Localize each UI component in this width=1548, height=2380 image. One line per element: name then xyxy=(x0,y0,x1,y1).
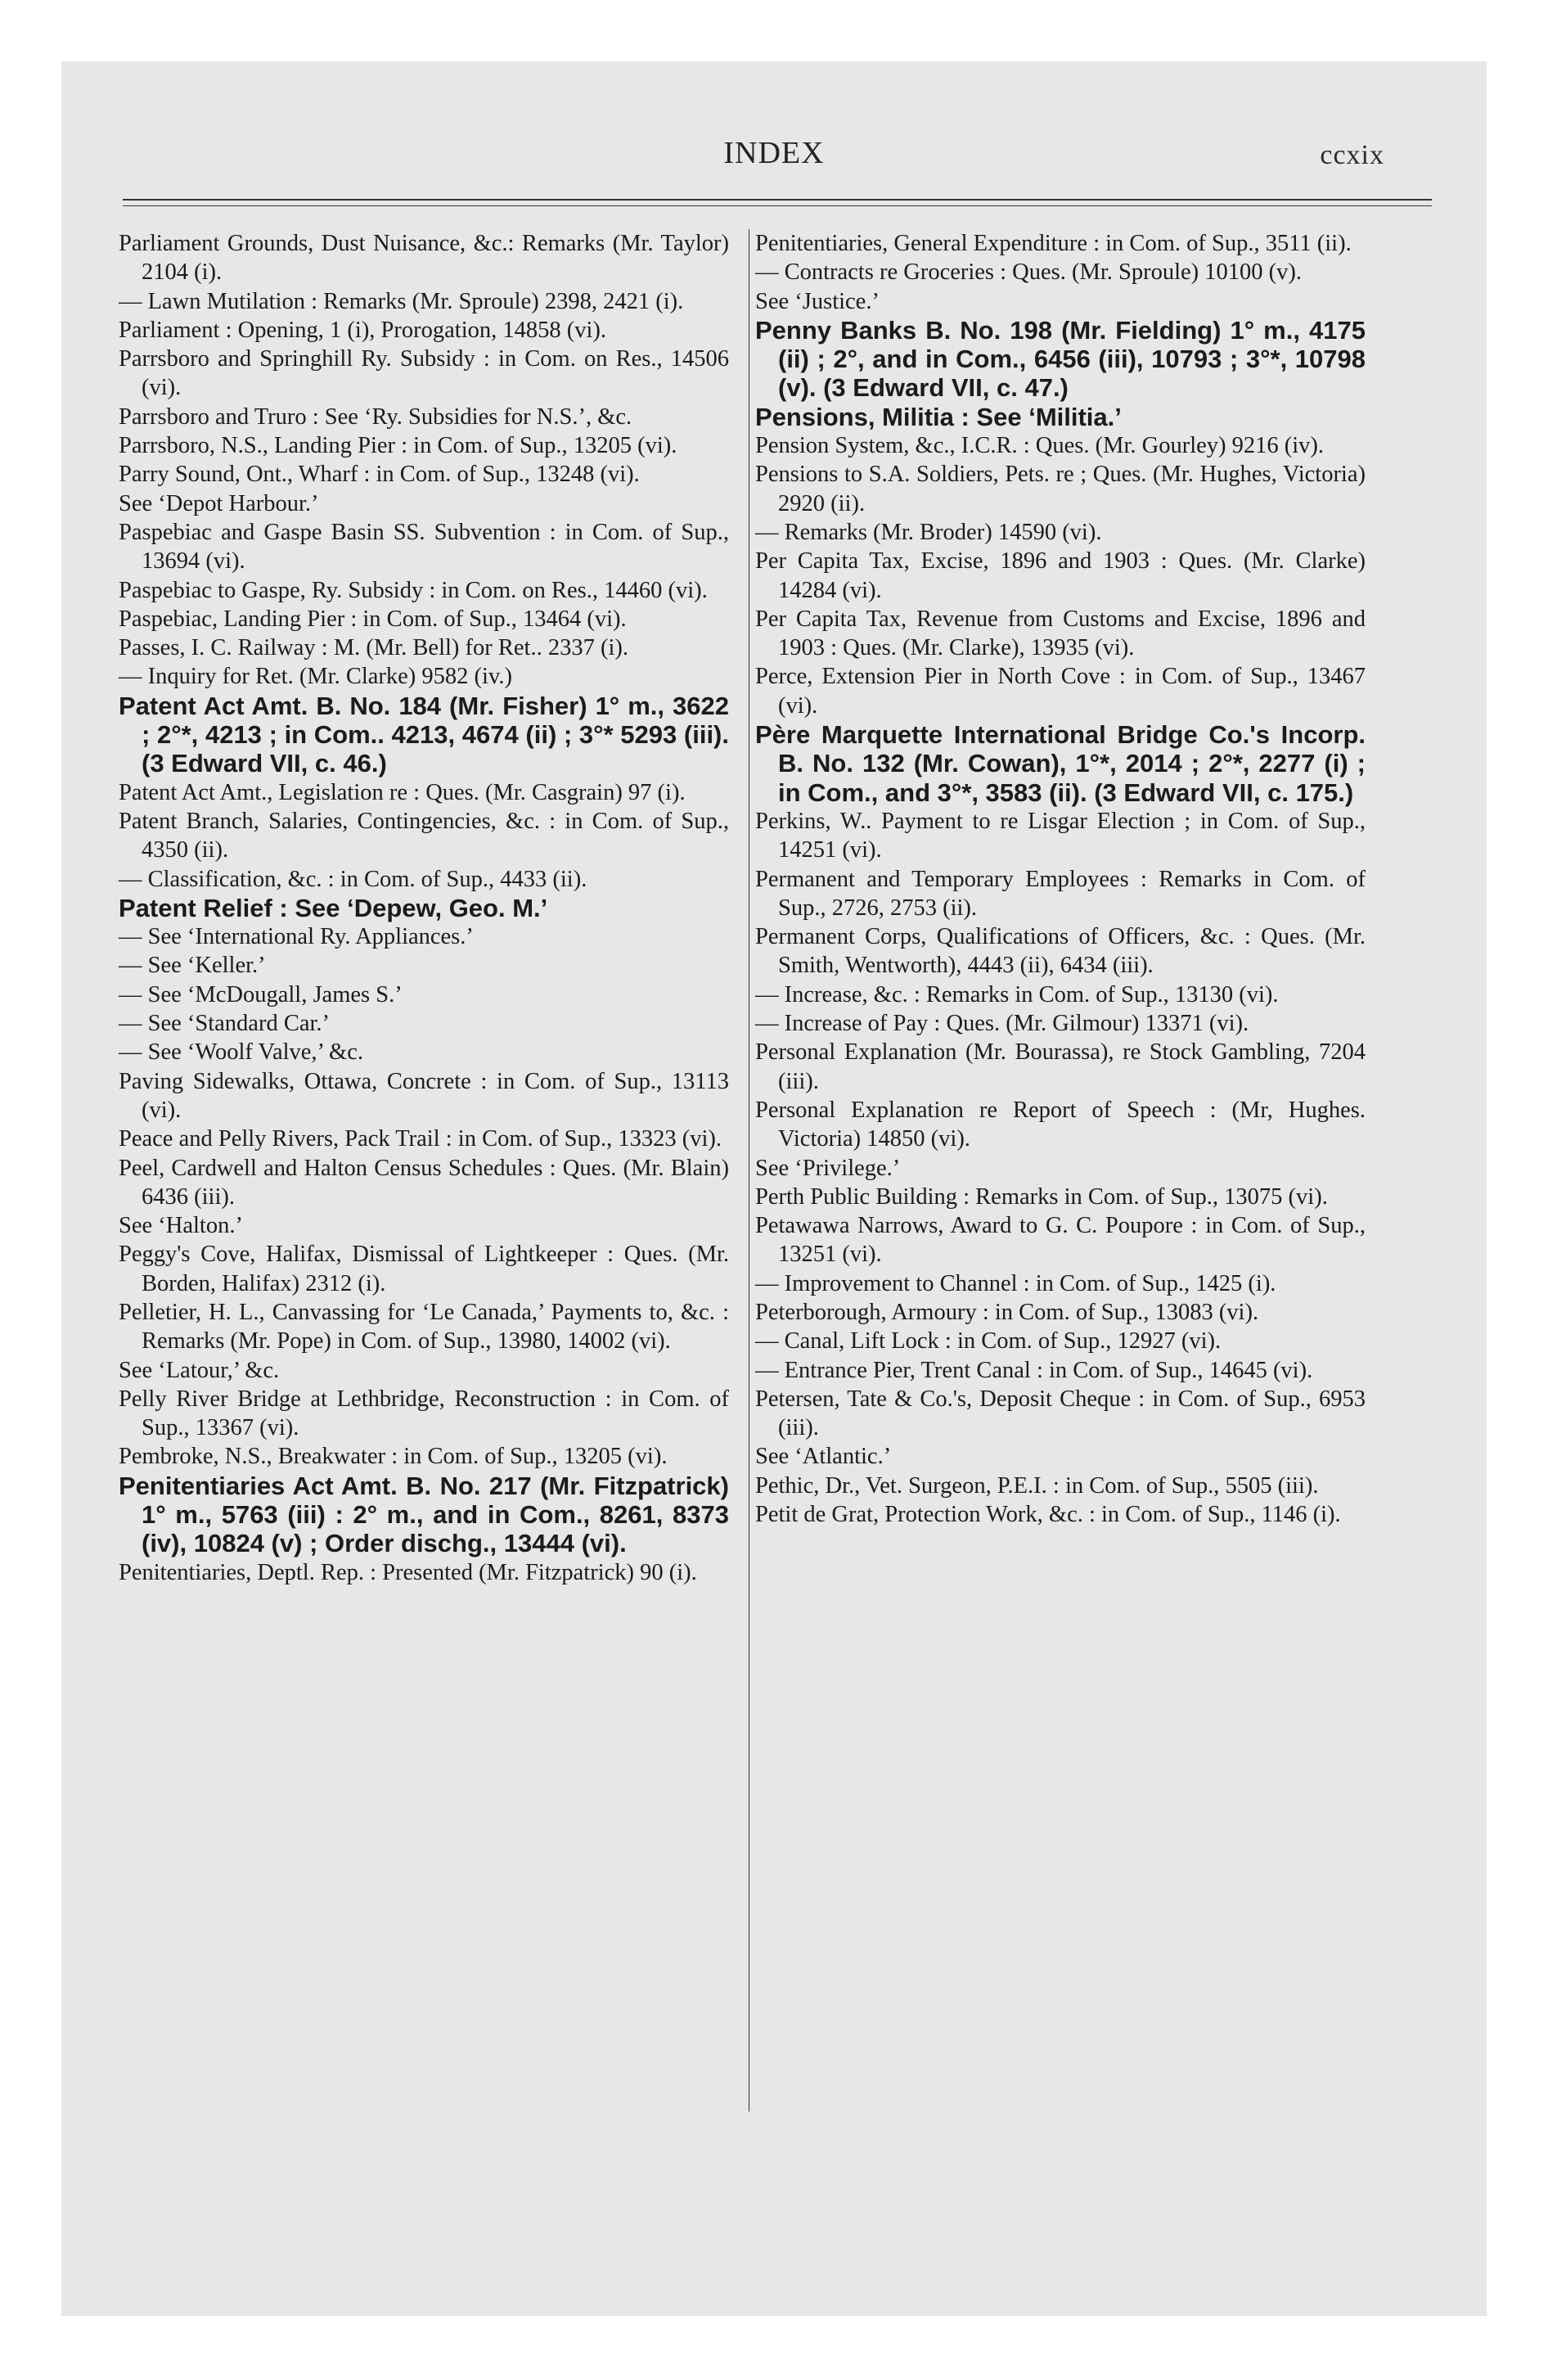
index-entry: Parliament : Opening, 1 (i), Prorogation, 14858 (vi). xyxy=(119,317,607,343)
see-reference: See ‘Depot Harbour.’ xyxy=(119,490,319,516)
index-entry: Paving Sidewalks, Ottawa, Concrete : in Com. of Sup., 13113 (vi). xyxy=(119,1068,729,1123)
index-entry: — Improvement to Channel : in Com. of Sup., 1425 (i). xyxy=(755,1270,1276,1296)
bill-entry: Penny Banks B. No. 198 (Mr. Fielding) 1° m., 4175 (ii) ; 2°, and in Com., 6456 (iii), 10793 ; 3°*, 10798 (v). (3 Edward VII, c. 47.) xyxy=(755,315,1366,403)
index-entry: Peel, Cardwell and Halton Census Schedules : Ques. (Mr. Blain) 6436 (iii). xyxy=(119,1155,729,1210)
see-reference: See ‘Atlantic.’ xyxy=(755,1444,892,1470)
bill-entry: Penitentiaries Act Amt. B. No. 217 (Mr. Fitzpatrick) 1° m., 5763 (iii) : 2° m., and in Com., 8261, 8373 (iv), 10824 (v) ; Order dischg., 13444 (vi). xyxy=(119,1471,729,1558)
index-entry: Permanent and Temporary Employees : Remarks in Com. of Sup., 2726, 2753 (ii). xyxy=(755,866,1366,921)
index-entry: — Increase, &c. : Remarks in Com. of Sup., 13130 (vi). xyxy=(755,981,1279,1007)
index-entry: Patent Branch, Salaries, Contingencies, &c. : in Com. of Sup., 4350 (ii). xyxy=(119,808,729,863)
index-entry: Parrsboro and Springhill Ry. Subsidy : in Com. on Res., 14506 (vi). xyxy=(119,346,729,401)
index-entry: Personal Explanation re Report of Speech : (Mr, Hughes. Victoria) 14850 (vi). xyxy=(755,1097,1366,1152)
index-entry: Pethic, Dr., Vet. Surgeon, P.E.I. : in Com. of Sup., 5505 (iii). xyxy=(755,1472,1319,1499)
index-entry: Passes, I. C. Railway : M. (Mr. Bell) for Ret.. 2337 (i). xyxy=(119,635,628,661)
index-entry: Petersen, Tate & Co.'s, Deposit Cheque : in Com. of Sup., 6953 (iii). xyxy=(755,1386,1366,1441)
index-entry: Parliament Grounds, Dust Nuisance, &c.: Remarks (Mr. Taylor) 2104 (i). xyxy=(119,231,729,286)
index-entry: Perth Public Building : Remarks in Com. of Sup., 13075 (vi). xyxy=(755,1183,1328,1210)
index-entry: Peggy's Cove, Halifax, Dismissal of Lightkeeper : Ques. (Mr. Borden, Halifax) 2312 (i). xyxy=(119,1242,729,1296)
header-rule-thin xyxy=(123,205,1432,206)
index-entry: Patent Act Amt., Legislation re : Ques. (Mr. Casgrain) 97 (i). xyxy=(119,779,686,805)
index-entry: — Contracts re Groceries : Ques. (Mr. Sproule) 10100 (v). xyxy=(755,259,1303,286)
page-title: INDEX xyxy=(723,136,825,170)
index-entry: Parrsboro, N.S., Landing Pier : in Com. of Sup., 13205 (vi). xyxy=(119,433,677,459)
index-entry: Pelly River Bridge at Lethbridge, Reconstruction : in Com. of Sup., 13367 (vi). xyxy=(119,1386,729,1441)
index-entry: Pensions to S.A. Soldiers, Pets. re ; Ques. (Mr. Hughes, Victoria) 2920 (ii). xyxy=(755,462,1366,516)
index-entry: Penitentiaries, Deptl. Rep. : Presented (Mr. Fitzpatrick) 90 (i). xyxy=(119,1559,697,1585)
index-entry: Peace and Pelly Rivers, Pack Trail : in Com. of Sup., 13323 (vi). xyxy=(119,1126,722,1152)
page-header xyxy=(61,135,1487,184)
right-column xyxy=(755,229,1366,1529)
index-entry: Parrsboro and Truro : See ‘Ry. Subsidies for N.S.’, &c. xyxy=(119,403,632,430)
index-entry: Perce, Extension Pier in North Cove : in Com. of Sup., 13467 (vi). xyxy=(755,664,1366,719)
index-entry: Pelletier, H. L., Canvassing for ‘Le Canada,’ Payments to, &c. : Remarks (Mr. Pope) in Com. of Sup., 13980, 14002 (vi). xyxy=(119,1299,729,1355)
index-entry: Per Capita Tax, Revenue from Customs and Excise, 1896 and 1903 : Ques. (Mr. Clarke), 13935 (vi). xyxy=(755,606,1366,661)
index-entry: — See ‘Keller.’ xyxy=(119,953,266,979)
index-entry: Per Capita Tax, Excise, 1896 and 1903 : Ques. (Mr. Clarke) 14284 (vi). xyxy=(755,548,1366,603)
index-entry: — Classification, &c. : in Com. of Sup., 4433 (ii). xyxy=(119,866,587,892)
index-entry: — Increase of Pay : Ques. (Mr. Gilmour) 13371 (vi). xyxy=(755,1011,1249,1037)
left-column xyxy=(119,229,729,1587)
see-reference: See ‘Justice.’ xyxy=(755,288,880,314)
bill-entry: Patent Act Amt. B. No. 184 (Mr. Fisher) 1° m., 3622 ; 2°*, 4213 ; in Com.. 4213, 4674 (ii) ; 3°* 5293 (iii). (3 Edward VII, c. 46.) xyxy=(119,691,729,778)
index-entry: Parry Sound, Ont., Wharf : in Com. of Sup., 13248 (vi). xyxy=(119,462,640,488)
see-reference: See ‘Latour,’ &c. xyxy=(119,1357,280,1383)
index-entry: — See ‘McDougall, James S.’ xyxy=(119,981,403,1007)
index-entry: Pembroke, N.S., Breakwater : in Com. of Sup., 13205 (vi). xyxy=(119,1444,668,1470)
heading-entry: Patent Relief : See ‘Depew, Geo. M.’ xyxy=(119,893,548,922)
index-entry: — See ‘International Ry. Appliances.’ xyxy=(119,924,474,950)
index-entry: — See ‘Woolf Valve,’ &c. xyxy=(119,1039,363,1066)
index-entry: — Canal, Lift Lock : in Com. of Sup., 12927 (vi). xyxy=(755,1328,1222,1355)
page-number: ccxix xyxy=(1320,140,1384,170)
index-entry: Perkins, W.. Payment to re Lisgar Election ; in Com. of Sup., 14251 (vi). xyxy=(755,808,1366,863)
index-entry: Petit de Grat, Protection Work, &c. : in Com. of Sup., 1146 (i). xyxy=(755,1502,1341,1528)
index-entry: — Remarks (Mr. Broder) 14590 (vi). xyxy=(755,519,1102,545)
see-reference: See ‘Privilege.’ xyxy=(755,1155,901,1181)
index-entry: Pension System, &c., I.C.R. : Ques. (Mr. Gourley) 9216 (iv). xyxy=(755,433,1325,459)
index-entry: — Inquiry for Ret. (Mr. Clarke) 9582 (iv.) xyxy=(119,664,512,690)
index-entry: — Entrance Pier, Trent Canal : in Com. of Sup., 14645 (vi). xyxy=(755,1357,1313,1383)
index-entry: Paspebiac, Landing Pier : in Com. of Sup., 13464 (vi). xyxy=(119,606,627,632)
page xyxy=(61,61,1487,2316)
header-rule xyxy=(123,199,1432,201)
index-entry: Petawawa Narrows, Award to G. C. Poupore : in Com. of Sup., 13251 (vi). xyxy=(755,1213,1366,1268)
bill-entry: Père Marquette International Bridge Co.'s Incorp. B. No. 132 (Mr. Cowan), 1°*, 2014 ; 2°*, 2277 (i) ; in Com., and 3°*, 3583 (ii). (3 Edward VII, c. 175.) xyxy=(755,720,1366,807)
heading-entry: Pensions, Militia : See ‘Militia.’ xyxy=(755,402,1122,431)
index-entry: Peterborough, Armoury : in Com. of Sup., 13083 (vi). xyxy=(755,1299,1259,1325)
index-entry: Personal Explanation (Mr. Bourassa), re Stock Gambling, 7204 (iii). xyxy=(755,1039,1366,1094)
index-entry: — See ‘Standard Car.’ xyxy=(119,1011,331,1037)
index-entry: Permanent Corps, Qualifications of Officers, &c. : Ques. (Mr. Smith, Wentworth), 4443 (ii), 6434 (iii). xyxy=(755,924,1366,979)
see-reference: See ‘Halton.’ xyxy=(119,1213,243,1239)
index-entry: Penitentiaries, General Expenditure : in Com. of Sup., 3511 (ii). xyxy=(755,231,1352,256)
index-entry: Paspebiac and Gaspe Basin SS. Subvention : in Com. of Sup., 13694 (vi). xyxy=(119,519,729,575)
index-entry: — Lawn Mutilation : Remarks (Mr. Sproule) 2398, 2421 (i). xyxy=(119,288,684,314)
index-entry: Paspebiac to Gaspe, Ry. Subsidy : in Com. on Res., 14460 (vi). xyxy=(119,577,708,603)
